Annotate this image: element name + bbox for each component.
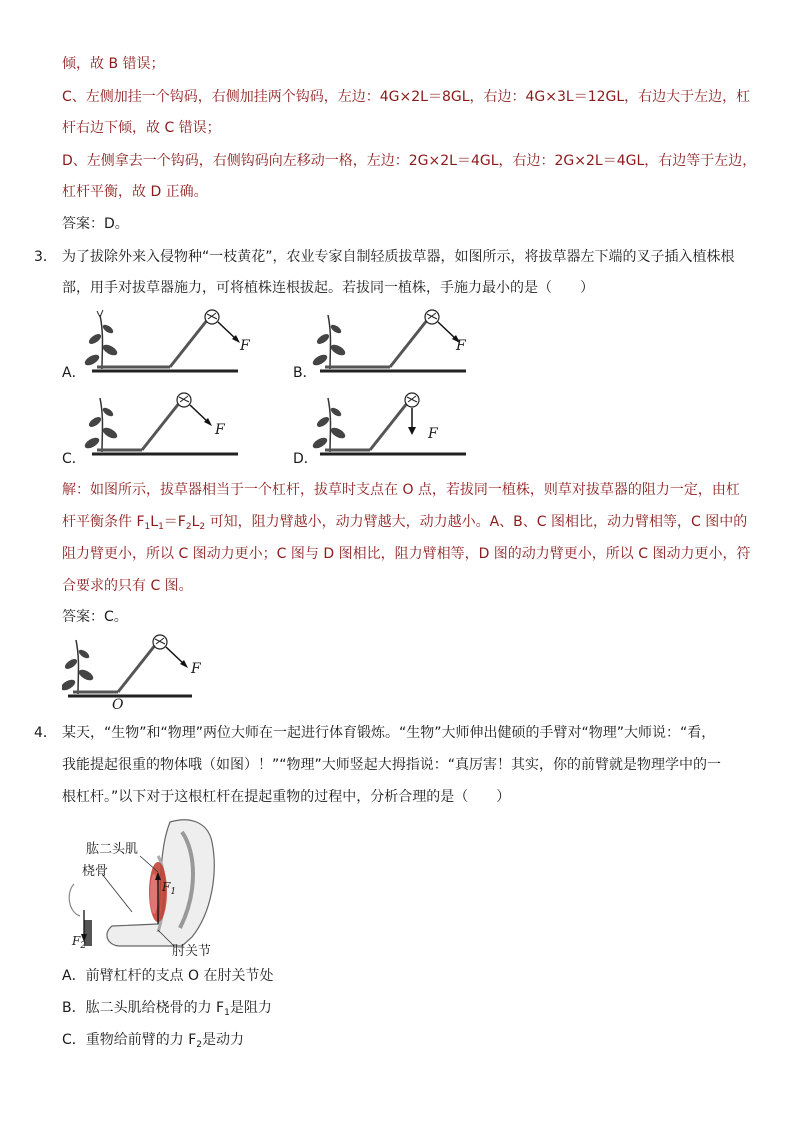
- text-line: 倾，故 B 错误；: [62, 56, 165, 72]
- question-text: 为了拔除外来入侵物种“一枝黄花”，农业专家自制轻质拔草器，如图所示，将拔草器左下端的叉子插入植株根: [62, 249, 735, 265]
- question-text: 根杠杆。”以下对于这根杠杆在提起重物的过程中，分析合理的是（ ）: [62, 789, 511, 805]
- force-label: F: [191, 661, 201, 677]
- force-label: F: [428, 426, 438, 442]
- option-b[interactable]: B．肱二头肌给桡骨的力 $F_1$是阻力: [62, 1000, 272, 1018]
- weed-puller-figure-d: [290, 388, 480, 467]
- force-label: F: [240, 338, 250, 354]
- solution-line: 阻力臂更小，所以 C 图动力更小；C 图与 D 图相比，阻力臂相等，D 图的动力臂更小，所以 C 图动力更小，符: [62, 546, 751, 562]
- elbow-label: 肘关节: [172, 944, 212, 959]
- option-a[interactable]: A．前臂杠杆的支点 O 在肘关节处: [62, 968, 274, 984]
- solution-line: 解：如图所示，拔草器相当于一个杠杆，拔草时支点在 O 点，若拔同一植株，则草对拔草器的阻力一定，由杠: [62, 482, 740, 498]
- question-number: 4．: [34, 725, 57, 741]
- answer-line: 答案：D。: [62, 216, 129, 232]
- force-label: F: [215, 422, 225, 438]
- f2-label: $F_2$: [72, 934, 87, 951]
- question-text: 部，用手对拔草器施力，可将植株连根拔起。若拔同一植株，手施力最小的是（ ）: [62, 280, 594, 296]
- arm-lever-figure: [62, 812, 252, 964]
- weed-puller-figure-a: [62, 305, 252, 384]
- option-a-label[interactable]: A．: [62, 365, 86, 381]
- question-text: 某天，“生物”和“物理”两位大师在一起进行体育锻炼。“生物”大师伸出健硕的手臂对“物理”大师说：“看，: [62, 725, 716, 741]
- pivot-label: O: [112, 697, 124, 713]
- solution-line: 杆平衡条件 $F_1L_1=F_2L_2$ 可知，阻力臂越小，动力臂越大，动力越小。A、B、C 图相比，动力臂相等，C 图中的: [62, 514, 748, 532]
- force-label: F: [456, 338, 466, 354]
- answer-line: 答案：C。: [62, 609, 128, 625]
- question-number: 3．: [34, 249, 57, 265]
- option-d-label[interactable]: D．: [293, 451, 318, 467]
- radius-label: 桡骨: [82, 864, 109, 879]
- option-c-label[interactable]: C．: [62, 451, 86, 467]
- weed-puller-answer-figure: [62, 630, 252, 709]
- weed-puller-figure-b: [290, 305, 480, 384]
- text-line: 杠杆平衡，故 D 正确。: [62, 184, 208, 200]
- option-c[interactable]: C．重物给前臂的力 $F_2$是动力: [62, 1032, 245, 1050]
- question-text: 我能提起很重的物体哦（如图）！”“物理”大师竖起大拇指说：“真厉害！其实，你的前臂就是物理学中的一: [62, 757, 722, 773]
- text-line: 杆右边下倾，故 C 错误；: [62, 120, 221, 136]
- biceps-label: 肱二头肌: [86, 842, 139, 857]
- solution-line: 合要求的只有 C 图。: [62, 578, 193, 594]
- text-line: D、左侧拿去一个钩码，右侧钩码向左移动一格，左边：2G×2L＝4GL，右边：2G×2L＝4GL，右边等于左边，: [62, 153, 757, 169]
- text-line: C、左侧加挂一个钩码，右侧加挂两个钩码，左边：4G×2L＝8GL，右边：4G×3L＝12GL，右边大于左边，杠: [62, 89, 751, 105]
- option-b-label[interactable]: B．: [293, 365, 317, 381]
- f1-label: $F_1$: [162, 880, 177, 897]
